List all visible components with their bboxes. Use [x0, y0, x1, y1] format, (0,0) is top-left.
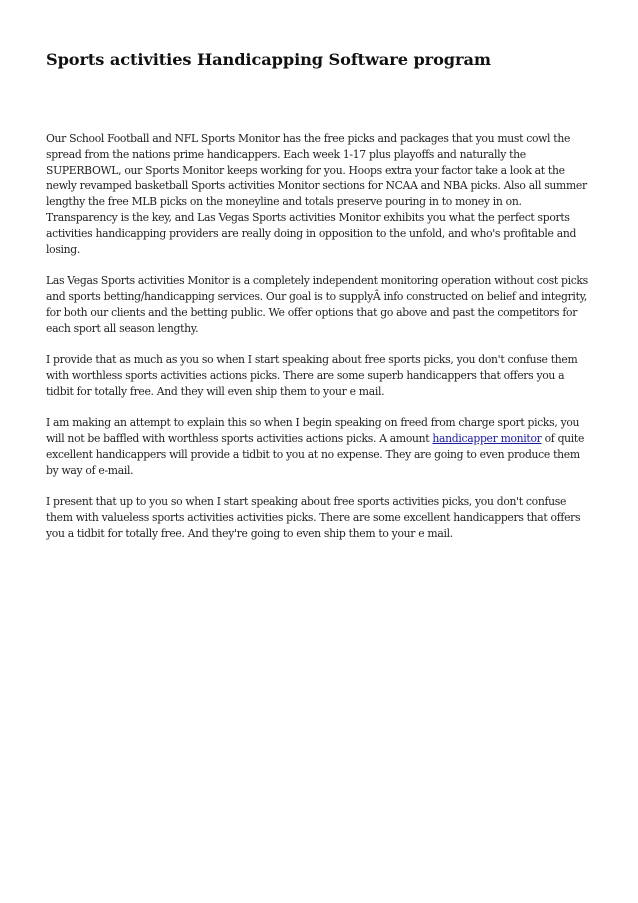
handicapper-monitor-link[interactable]: handicapper monitor	[432, 432, 542, 446]
paragraph-4	[46, 415, 594, 478]
paragraph-1: Our School Football and NFL Sports Monitor has the free picks and packages that you must cowl the spread from the nations prime handicappers. Each week 1-17 plus playoffs and naturally the SUPERBOWL, our Sports Monitor keeps working for you. Hoops extra your factor take a look at the newly revamped basketball Sports activities Monitor sections for NCAA and NBA picks. Also all summer lengthy the free MLB picks on the moneyline and totals preserve pouring in to money in on. Transparency is the key, and Las Vegas Sports activities Monitor exhibits you what the perfect sports activities handicapping providers are really doing in opposition to the unfold, and who's profitable and losing.	[46, 132, 587, 256]
document-title: Sports activities Handicapping Software program	[46, 50, 491, 69]
document-body	[46, 131, 594, 542]
paragraph-4-text-before: I am making an attempt to explain this so when I begin speaking on freed from charge sport picks, you will not be baffled with worthless sports activities actions picks. A amount	[46, 416, 580, 446]
paragraph-5: I present that up to you so when I start speaking about free sports activities picks, you don't confuse them with valueless sports activities activities picks. There are some excellent handicappers that offers you a tidbit for totally free. And they're going to even ship them to your e mail.	[46, 495, 581, 540]
paragraph-4-text-after: of quite excellent handicappers will provide a tidbit to you at no expense. They are going to even produce them by way of e-mail.	[46, 432, 585, 477]
paragraph-2: Las Vegas Sports activities Monitor is a completely independent monitoring operation without cost picks and sports betting/handicapping services. Our goal is to supplyÂ info constructed on belief and integrity, for both our clients and the betting public. We offer options that go above and past the competitors for each sport all season lengthy.	[46, 274, 588, 335]
paragraph-3: I provide that as much as you so when I start speaking about free sports picks, you don't confuse them with worthless sports activities actions picks. There are some superb handicappers that offers you a tidbit for totally free. And they will even ship them to your e mail.	[46, 353, 578, 398]
